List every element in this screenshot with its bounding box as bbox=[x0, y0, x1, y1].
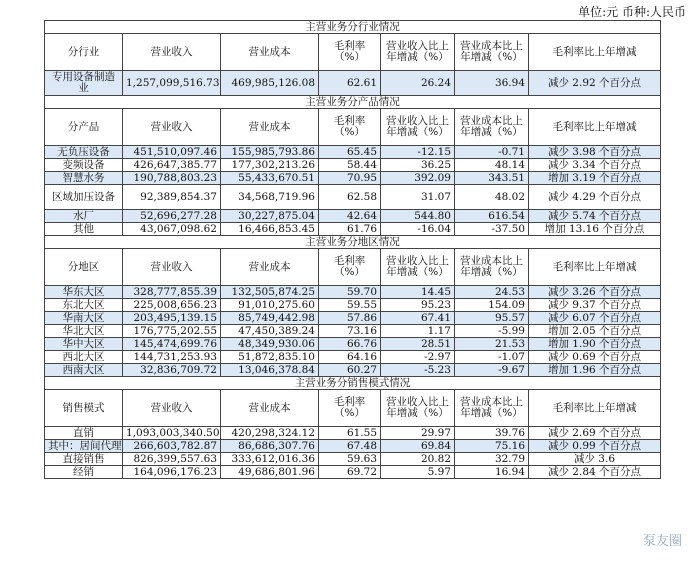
cell-cost-chg: 16.94 bbox=[455, 466, 529, 479]
cell-cost: 34,568,719.96 bbox=[221, 185, 319, 210]
cell-margin-chg: 减少 3.98 个百分点 bbox=[529, 146, 661, 159]
cell-cost-chg: 39.76 bbox=[455, 427, 529, 440]
cell-cost: 13,046,378.84 bbox=[221, 364, 319, 377]
header-row bbox=[45, 34, 661, 71]
cell-margin-chg: 减少 3.26 个百分点 bbox=[529, 286, 661, 299]
cell-revenue: 225,008,656.23 bbox=[123, 299, 221, 312]
column-header: 营业收入比上年增减（%） bbox=[381, 390, 455, 427]
cell-margin-chg: 减少 2.69 个百分点 bbox=[529, 427, 661, 440]
cell-rev-chg: 95.23 bbox=[381, 299, 455, 312]
cell-cost-chg: -9.67 bbox=[455, 364, 529, 377]
cell-cost: 30,227,875.04 bbox=[221, 210, 319, 223]
row-label: 西北大区 bbox=[45, 351, 123, 364]
row-label: 华南大区 bbox=[45, 312, 123, 325]
cell-margin-chg: 减少 6.07 个百分点 bbox=[529, 312, 661, 325]
cell-revenue: 92,389,854.37 bbox=[123, 185, 221, 210]
column-header: 营业成本 bbox=[221, 109, 319, 146]
cell-cost: 420,298,324.12 bbox=[221, 427, 319, 440]
cell-cost-chg: 36.94 bbox=[455, 71, 529, 96]
cell-revenue: 43,067,098.62 bbox=[123, 223, 221, 236]
cell-rev-chg: -16.04 bbox=[381, 223, 455, 236]
header-row bbox=[45, 249, 661, 286]
cell-margin: 70.95 bbox=[319, 172, 381, 185]
column-header: 营业成本比上年增减（%） bbox=[455, 109, 529, 146]
cell-rev-chg: 29.97 bbox=[381, 427, 455, 440]
column-header: 营业成本比上年增减（%） bbox=[455, 249, 529, 286]
row-label: 西南大区 bbox=[45, 364, 123, 377]
column-header: 营业收入比上年增减（%） bbox=[381, 249, 455, 286]
cell-rev-chg: 67.41 bbox=[381, 312, 455, 325]
column-header: 营业成本比上年增减（%） bbox=[455, 390, 529, 427]
cell-revenue: 328,777,855.39 bbox=[123, 286, 221, 299]
row-label: 水厂 bbox=[45, 210, 123, 223]
cell-cost: 48,349,930.06 bbox=[221, 338, 319, 351]
row-label: 华北大区 bbox=[45, 325, 123, 338]
cell-cost-chg: -0.71 bbox=[455, 146, 529, 159]
cell-cost: 177,302,213.26 bbox=[221, 159, 319, 172]
cell-margin-chg: 减少 3.6 bbox=[529, 453, 661, 466]
cell-margin-chg: 减少 5.74 个百分点 bbox=[529, 210, 661, 223]
cell-cost-chg: 343.51 bbox=[455, 172, 529, 185]
cell-cost: 91,010,275.60 bbox=[221, 299, 319, 312]
column-header: 营业收入 bbox=[123, 34, 221, 71]
cell-margin-chg: 增加 1.96 个百分点 bbox=[529, 364, 661, 377]
table-row bbox=[45, 223, 661, 236]
cell-cost: 155,985,793.86 bbox=[221, 146, 319, 159]
cell-cost: 469,985,126.08 bbox=[221, 71, 319, 96]
cell-rev-chg: 36.25 bbox=[381, 159, 455, 172]
cell-margin: 57.86 bbox=[319, 312, 381, 325]
cell-margin: 61.76 bbox=[319, 223, 381, 236]
cell-revenue: 203,495,139.15 bbox=[123, 312, 221, 325]
column-header: 营业成本 bbox=[221, 249, 319, 286]
cell-rev-chg: -5.23 bbox=[381, 364, 455, 377]
column-header: 毛利率（%） bbox=[319, 34, 381, 71]
table-row bbox=[45, 351, 661, 364]
row-label: 变频设备 bbox=[45, 159, 123, 172]
cell-revenue: 426,647,385.77 bbox=[123, 159, 221, 172]
cell-margin-chg: 减少 9.37 个百分点 bbox=[529, 299, 661, 312]
cell-cost-chg: 48.14 bbox=[455, 159, 529, 172]
cell-margin: 60.27 bbox=[319, 364, 381, 377]
cell-cost: 51,872,835.10 bbox=[221, 351, 319, 364]
row-label: 智慧水务 bbox=[45, 172, 123, 185]
cell-cost: 55,433,670.51 bbox=[221, 172, 319, 185]
cell-revenue: 164,096,176.23 bbox=[123, 466, 221, 479]
cell-cost-chg: 154.09 bbox=[455, 299, 529, 312]
cell-margin-chg: 减少 3.34 个百分点 bbox=[529, 159, 661, 172]
column-header: 营业收入 bbox=[123, 249, 221, 286]
row-label: 其他 bbox=[45, 223, 123, 236]
row-label: 经销 bbox=[45, 466, 123, 479]
row-label: 无负压设备 bbox=[45, 146, 123, 159]
cell-rev-chg: 544.80 bbox=[381, 210, 455, 223]
table-row bbox=[45, 325, 661, 338]
cell-revenue: 32,836,709.72 bbox=[123, 364, 221, 377]
column-header: 营业收入比上年增减（%） bbox=[381, 109, 455, 146]
column-header: 毛利率比上年增减 bbox=[529, 390, 661, 427]
section-title: 主营业务分销售模式情况 bbox=[45, 377, 661, 390]
row-label: 直销 bbox=[45, 427, 123, 440]
cell-rev-chg: 26.24 bbox=[381, 71, 455, 96]
cell-margin-chg: 增加 13.16 个百分点 bbox=[529, 223, 661, 236]
row-label: 其中：居间代理 bbox=[45, 440, 123, 453]
cell-cost-chg: -37.50 bbox=[455, 223, 529, 236]
row-label: 华东大区 bbox=[45, 286, 123, 299]
column-header: 毛利率（%） bbox=[319, 249, 381, 286]
cell-cost: 16,466,853.45 bbox=[221, 223, 319, 236]
cell-rev-chg: 1.17 bbox=[381, 325, 455, 338]
header-row bbox=[45, 109, 661, 146]
cell-cost-chg: 48.02 bbox=[455, 185, 529, 210]
cell-cost: 47,450,389.24 bbox=[221, 325, 319, 338]
cell-margin: 62.58 bbox=[319, 185, 381, 210]
cell-rev-chg: 20.82 bbox=[381, 453, 455, 466]
unit-label: 单位:元 币种:人民币 bbox=[578, 5, 686, 19]
cell-cost-chg: -1.07 bbox=[455, 351, 529, 364]
cell-margin: 59.70 bbox=[319, 286, 381, 299]
cell-margin: 62.61 bbox=[319, 71, 381, 96]
column-header: 毛利率比上年增减 bbox=[529, 109, 661, 146]
column-header: 毛利率比上年增减 bbox=[529, 34, 661, 71]
cell-margin: 42.64 bbox=[319, 210, 381, 223]
header-first-col: 分产品 bbox=[45, 109, 123, 146]
table-row bbox=[45, 364, 661, 377]
column-header: 营业成本 bbox=[221, 390, 319, 427]
cell-rev-chg: 28.51 bbox=[381, 338, 455, 351]
cell-cost-chg: -5.99 bbox=[455, 325, 529, 338]
section-title: 主营业务分产品情况 bbox=[45, 96, 661, 109]
column-header: 营业收入比上年增减（%） bbox=[381, 34, 455, 71]
table-row bbox=[45, 71, 661, 96]
section-title-row bbox=[45, 96, 661, 109]
cell-revenue: 145,474,699.76 bbox=[123, 338, 221, 351]
table-row bbox=[45, 299, 661, 312]
row-label: 区域加压设备 bbox=[45, 185, 123, 210]
cell-margin-chg: 减少 2.92 个百分点 bbox=[529, 71, 661, 96]
cell-cost: 333,612,016.36 bbox=[221, 453, 319, 466]
cell-cost-chg: 24.53 bbox=[455, 286, 529, 299]
table-body bbox=[45, 21, 661, 479]
column-header: 毛利率（%） bbox=[319, 390, 381, 427]
header-first-col: 分行业 bbox=[45, 34, 123, 71]
cell-rev-chg: 5.97 bbox=[381, 466, 455, 479]
cell-cost-chg: 21.53 bbox=[455, 338, 529, 351]
cell-revenue: 1,093,003,340.50 bbox=[123, 427, 221, 440]
column-header: 毛利率（%） bbox=[319, 109, 381, 146]
table-row bbox=[45, 427, 661, 440]
section-title: 主营业务分行业情况 bbox=[45, 21, 661, 34]
cell-cost-chg: 32.79 bbox=[455, 453, 529, 466]
cell-margin: 73.16 bbox=[319, 325, 381, 338]
cell-revenue: 826,399,557.63 bbox=[123, 453, 221, 466]
header-first-col: 销售模式 bbox=[45, 390, 123, 427]
section-title-row bbox=[45, 377, 661, 390]
main-business-table bbox=[44, 20, 661, 479]
cell-revenue: 144,731,253.93 bbox=[123, 351, 221, 364]
cell-margin: 61.55 bbox=[319, 427, 381, 440]
section-title: 主营业务分地区情况 bbox=[45, 236, 661, 249]
cell-margin: 69.72 bbox=[319, 466, 381, 479]
cell-revenue: 451,510,097.46 bbox=[123, 146, 221, 159]
cell-margin-chg: 增加 1.90 个百分点 bbox=[529, 338, 661, 351]
column-header: 营业收入 bbox=[123, 109, 221, 146]
cell-margin-chg: 增加 2.05 个百分点 bbox=[529, 325, 661, 338]
cell-cost-chg: 95.57 bbox=[455, 312, 529, 325]
table-row bbox=[45, 338, 661, 351]
cell-rev-chg: 69.84 bbox=[381, 440, 455, 453]
cell-revenue: 1,257,099,516.73 bbox=[123, 71, 221, 96]
cell-cost-chg: 75.16 bbox=[455, 440, 529, 453]
cell-margin-chg: 增加 3.19 个百分点 bbox=[529, 172, 661, 185]
cell-rev-chg: -12.15 bbox=[381, 146, 455, 159]
cell-cost: 132,505,874.25 bbox=[221, 286, 319, 299]
table-row bbox=[45, 185, 661, 210]
cell-rev-chg: -2.97 bbox=[381, 351, 455, 364]
cell-revenue: 52,696,277.28 bbox=[123, 210, 221, 223]
header-first-col: 分地区 bbox=[45, 249, 123, 286]
cell-revenue: 176,775,202.55 bbox=[123, 325, 221, 338]
row-label: 专用设备制造业 bbox=[45, 71, 123, 96]
cell-cost: 86,686,307.76 bbox=[221, 440, 319, 453]
cell-margin: 58.44 bbox=[319, 159, 381, 172]
cell-revenue: 190,788,803.23 bbox=[123, 172, 221, 185]
cell-margin: 59.55 bbox=[319, 299, 381, 312]
cell-margin-chg: 减少 0.69 个百分点 bbox=[529, 351, 661, 364]
cell-rev-chg: 14.45 bbox=[381, 286, 455, 299]
cell-margin-chg: 减少 4.29 个百分点 bbox=[529, 185, 661, 210]
cell-cost-chg: 616.54 bbox=[455, 210, 529, 223]
section-title-row bbox=[45, 21, 661, 34]
row-label: 华中大区 bbox=[45, 338, 123, 351]
cell-margin: 64.16 bbox=[319, 351, 381, 364]
cell-margin: 59.63 bbox=[319, 453, 381, 466]
watermark: 泵友圈 bbox=[642, 534, 682, 549]
table-row bbox=[45, 210, 661, 223]
column-header: 营业成本 bbox=[221, 34, 319, 71]
table-row bbox=[45, 172, 661, 185]
table-row bbox=[45, 453, 661, 466]
table-row bbox=[45, 440, 661, 453]
column-header: 毛利率比上年增减 bbox=[529, 249, 661, 286]
cell-rev-chg: 31.07 bbox=[381, 185, 455, 210]
header-row bbox=[45, 390, 661, 427]
row-label: 东北大区 bbox=[45, 299, 123, 312]
cell-margin: 67.48 bbox=[319, 440, 381, 453]
cell-margin: 65.45 bbox=[319, 146, 381, 159]
cell-margin-chg: 减少 2.84 个百分点 bbox=[529, 466, 661, 479]
table-row bbox=[45, 466, 661, 479]
table-row bbox=[45, 159, 661, 172]
cell-cost: 85,749,442.98 bbox=[221, 312, 319, 325]
cell-cost: 49,686,801.96 bbox=[221, 466, 319, 479]
cell-margin-chg: 减少 0.99 个百分点 bbox=[529, 440, 661, 453]
cell-revenue: 266,603,782.87 bbox=[123, 440, 221, 453]
section-title-row bbox=[45, 236, 661, 249]
table-row bbox=[45, 312, 661, 325]
cell-rev-chg: 392.09 bbox=[381, 172, 455, 185]
table-row bbox=[45, 286, 661, 299]
cell-margin: 66.76 bbox=[319, 338, 381, 351]
column-header: 营业收入 bbox=[123, 390, 221, 427]
table-row bbox=[45, 146, 661, 159]
row-label: 直接销售 bbox=[45, 453, 123, 466]
column-header: 营业成本比上年增减（%） bbox=[455, 34, 529, 71]
